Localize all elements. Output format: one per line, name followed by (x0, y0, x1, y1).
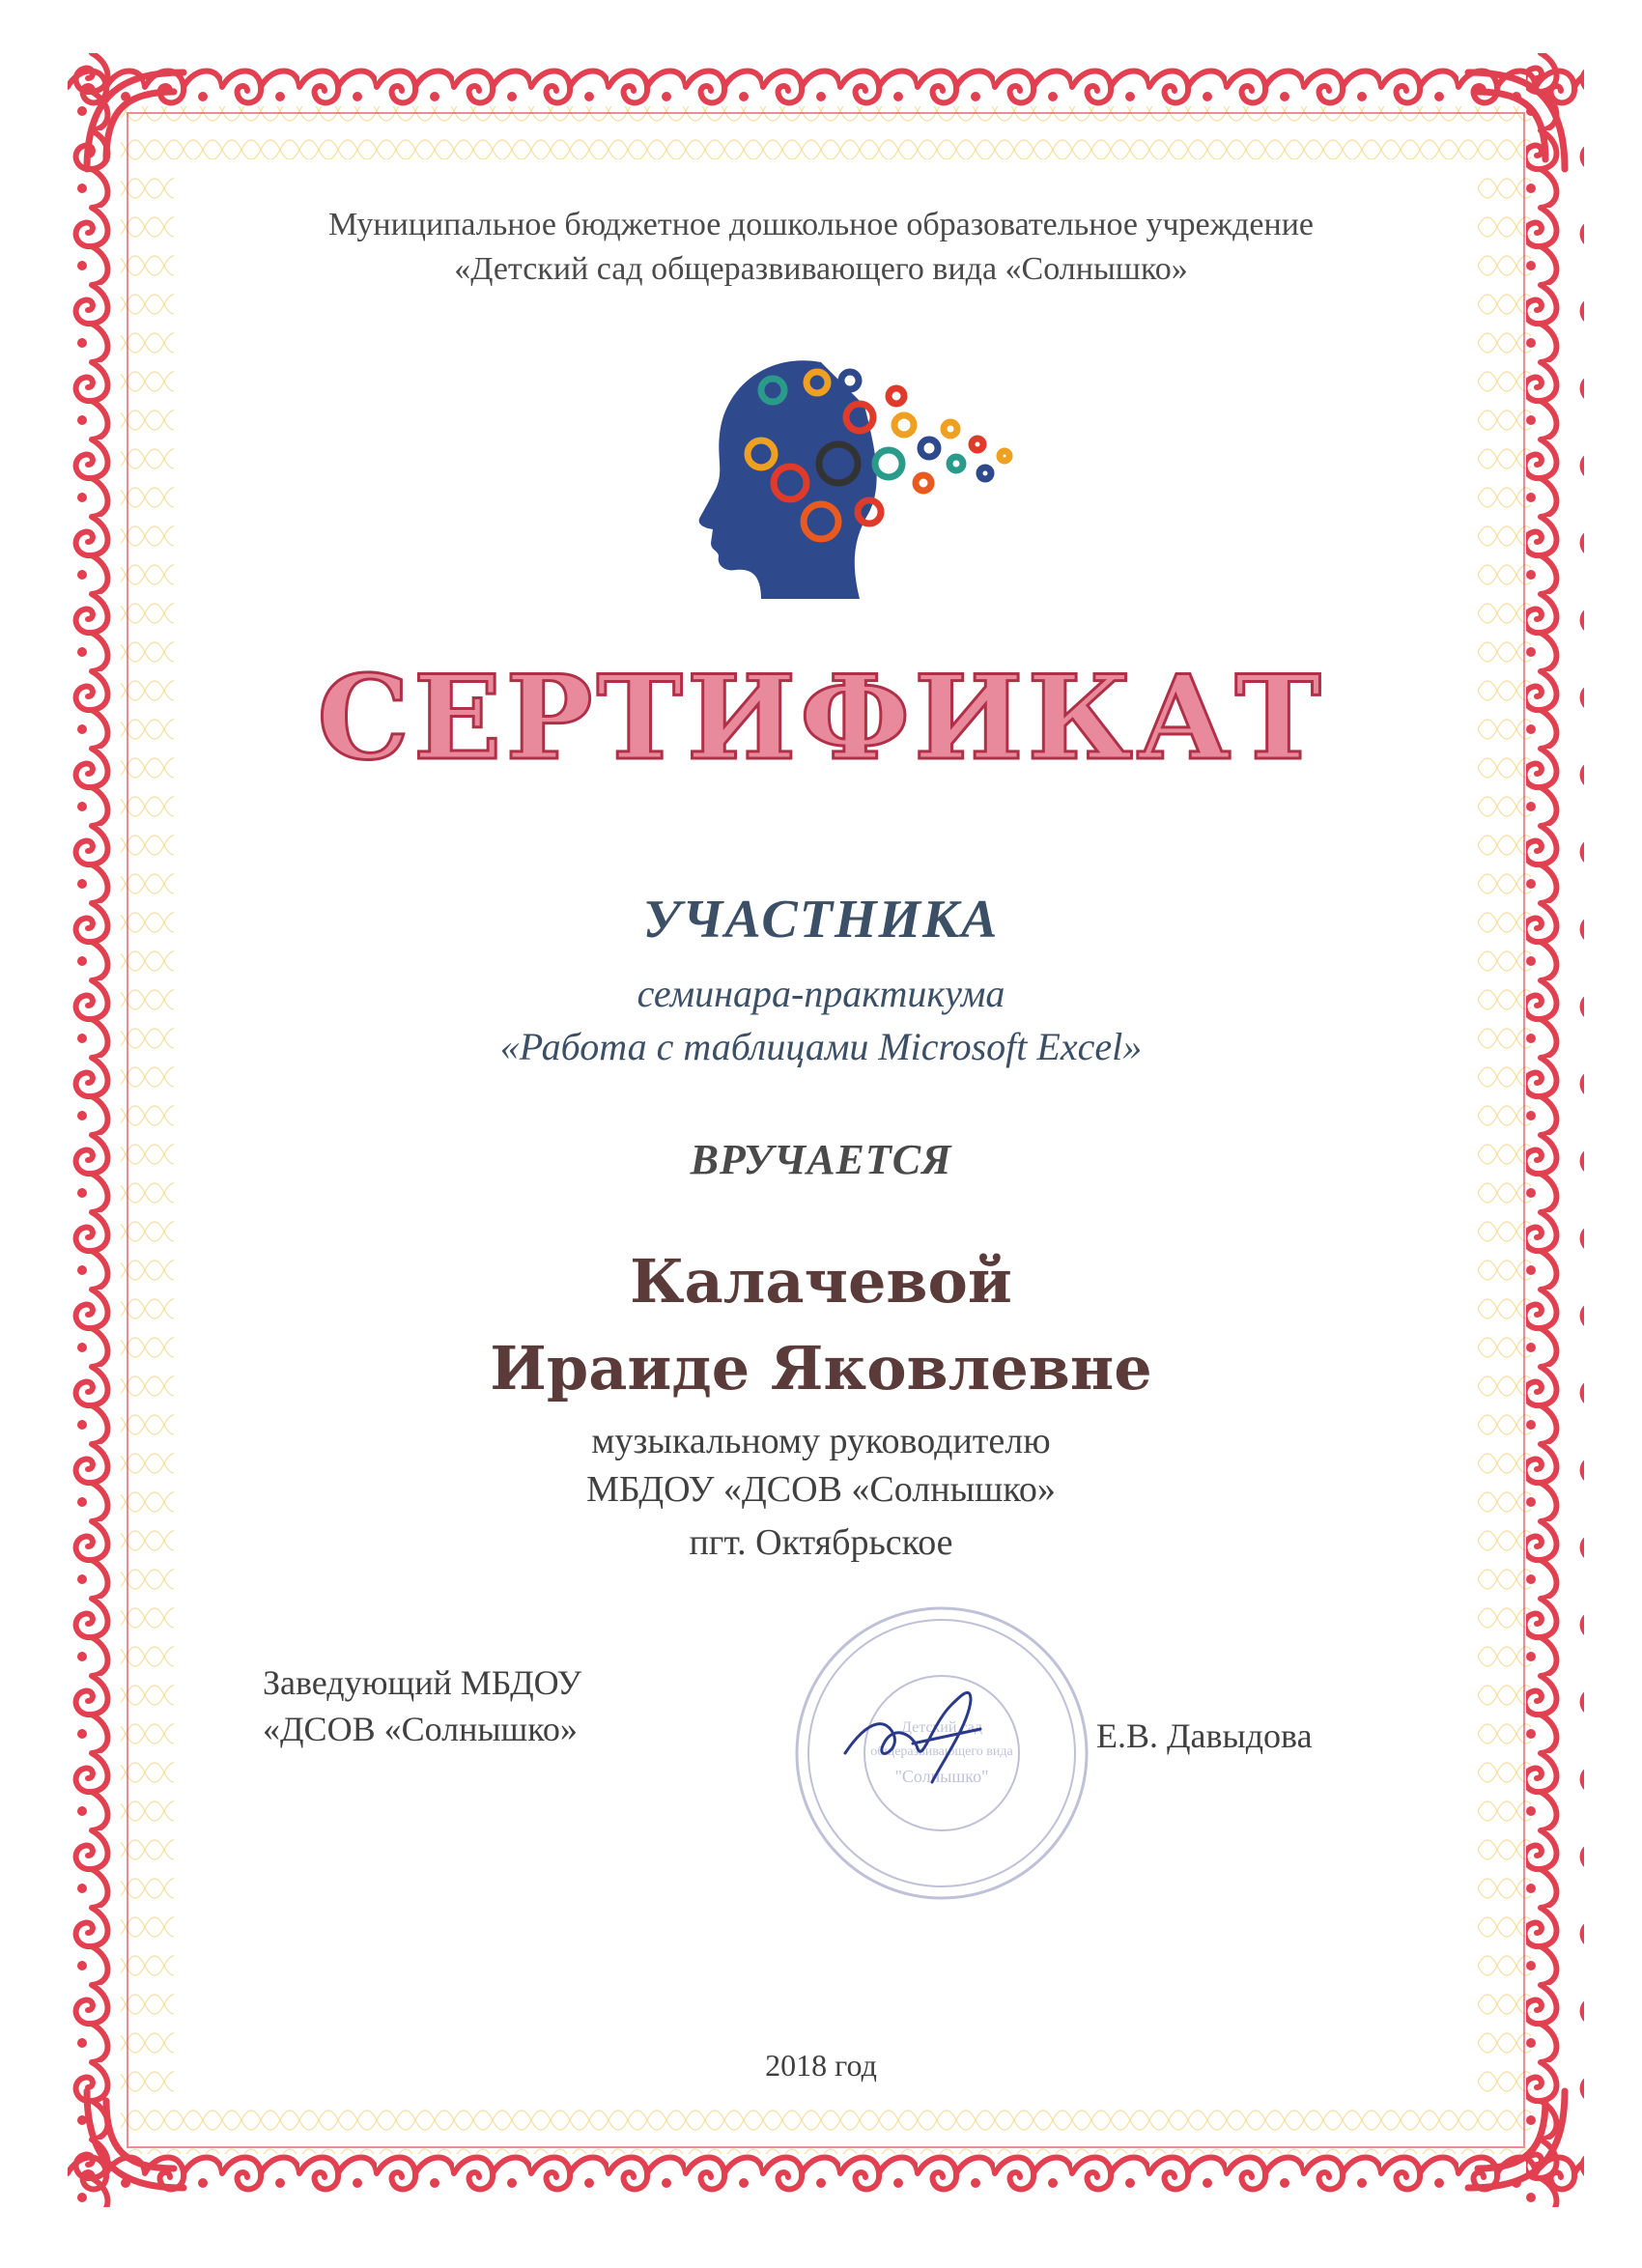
stamp-inner-line-2: общеразвивающего вида (870, 1744, 1013, 1759)
title-text: СЕРТИФИКАТ (317, 650, 1325, 786)
event-name: «Работа с таблицами Microsoft Excel» (499, 1025, 1143, 1068)
recipient-position: музыкальному руководителю (591, 1421, 1051, 1461)
recipient-town: пгт. Октябрьское (689, 1522, 953, 1563)
event-type: семинара-практикума (637, 972, 1005, 1015)
signatory-name: Е.В. Давыдова (1096, 1716, 1313, 1755)
handwritten-signature (826, 1666, 1019, 1801)
issuer-line-1: Муниципальное бюджетное дошкольное образовательное учреждение (328, 207, 1314, 242)
issuer-line-2: «Детский сад общеразвивающего вида «Солнышко» (454, 251, 1188, 287)
stamp-inner-line-1: Детский сад (901, 1719, 982, 1736)
issue-year: 2018 год (765, 2048, 877, 2083)
issuer-block (193, 203, 1449, 292)
recipient-role: УЧАСТНИКА (642, 890, 1000, 950)
awarded-word: ВРУЧАЕТСЯ (690, 1136, 952, 1183)
stamp-inner-line-3: "Солнышко" (894, 1767, 989, 1786)
recipient-organization: МБДОУ «ДСОВ «Солнышко» (586, 1469, 1056, 1510)
certificate-content (193, 184, 1449, 2115)
signatory-title (263, 1659, 581, 1752)
certificate-title (193, 628, 1449, 802)
signatory-title-line-1: Заведующий МБДОУ (263, 1663, 582, 1702)
organization-stamp (787, 1599, 1096, 1908)
signatory-title-line-2: «ДСОВ «Солнышко» (263, 1710, 578, 1748)
gears-head-logo (676, 328, 1024, 599)
recipient-given-names: Ираиде Яковлевне (490, 1333, 1152, 1403)
recipient-surname: Калачевой (630, 1246, 1012, 1317)
